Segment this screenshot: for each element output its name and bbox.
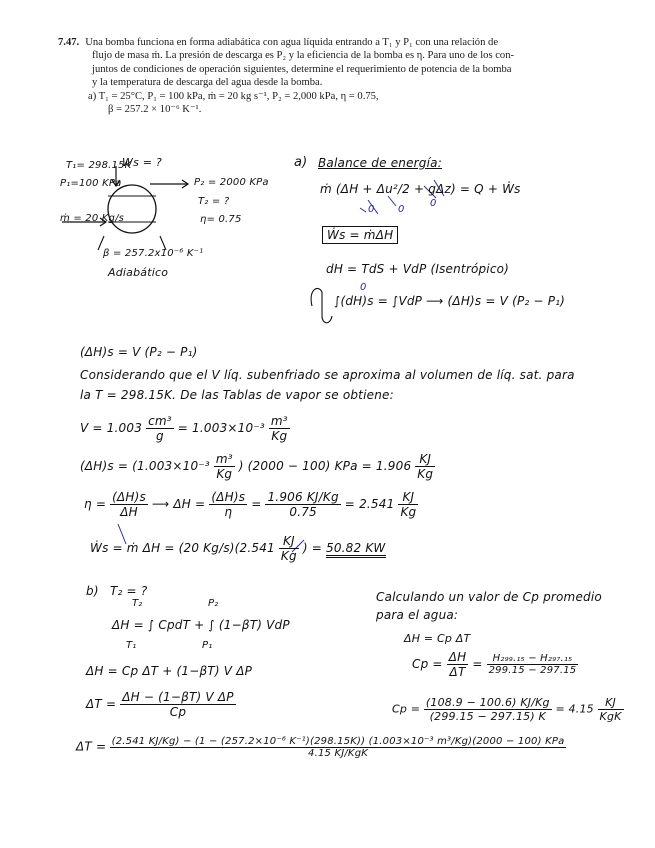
cp-title-1: Calculando un valor de Cp promedio: [376, 590, 602, 604]
pump-circle-icon: [108, 185, 156, 233]
volume-fraction-2: $\frac{\text{m³}}{Kg}$: [270, 414, 288, 443]
dt-formula: ΔT = $\frac{\text{ΔH − (1−βT) V ΔP}}{Cp}$: [86, 690, 234, 719]
zero-1: 0: [368, 204, 375, 215]
statement-line-2: flujo de masa ṁ. La presión de descarga es P₂ y la eficiencia de la bomba es η. Para uno de los con-: [92, 50, 515, 62]
integral-equation: ∫(dH)s = ∫VdP ⟶ (ΔH)s = V (P₂ − P₁): [334, 294, 566, 308]
case-a-line-1: a) T₁ = 25°C, P₁ = 100 kPa, ṁ = 20 kg s⁻¹, P₂ = 2,000 kPa, η = 0.75,: [88, 90, 379, 102]
final-dt-formula: ΔT = (2.541 KJ/Kg) − (1 − (257.2×10⁻⁶ K⁻¹)(298.15K)) (1.003×10⁻³ m³/Kg)(2000 − 100) KPa 4.15 KJ/KgK: [76, 736, 565, 759]
limit-p1: P₁: [202, 640, 213, 651]
dh-integral: ΔH = ∫ CpdT + ∫ (1−βT) VdP: [112, 618, 290, 632]
cp-formula: Cp = $\frac{\Delta H}{\Delta T}$ = $\frac{\text{H₂₉₉.₁₅ − H₂₉₇.₁₅}}{299.15 - 297.15}$: [412, 650, 577, 679]
boxed-power-equation: Ẇs = ṁΔH: [322, 226, 398, 244]
part-a-heading: Balance de energía:: [318, 156, 442, 170]
limit-p2: P₂: [208, 598, 219, 609]
diagram-p1: P₁=100 KPa: [60, 178, 122, 189]
power-result: 50.82 KW: [326, 541, 386, 558]
diagram-eta: η= 0.75: [200, 214, 242, 225]
cp-definition: ΔH = Cp ΔT: [404, 632, 471, 645]
diagram-mdot: ṁ = 20 Kg/s: [60, 213, 125, 224]
cp-title-2: para el agua:: [376, 608, 459, 622]
integral-sign-icon: [311, 288, 332, 322]
solution-line-2: Considerando que el V líq. subenfriado se aproxima al volumen de líq. sat. para: [80, 368, 575, 382]
statement-line-1: 7.47. Una bomba funciona en forma adiabática con agua líquida entrando a T₁ y P₁ con una relación de: [58, 37, 499, 48]
part-b-label: b): [86, 584, 99, 598]
problem-number: 7.47.: [58, 37, 80, 48]
diagram-t2: T₂ = ?: [198, 196, 230, 207]
dh-equation: dH = TdS + VdP (Isentrópico): [326, 262, 510, 276]
integral-zero: 0: [360, 282, 367, 293]
part-b-t2: T₂ = ?: [110, 584, 148, 598]
dh-linear: ΔH = Cp ΔT + (1−βT) V ΔP: [86, 664, 253, 678]
statement-line-4: y la temperatura de descarga del agua desde la bomba.: [92, 77, 323, 89]
volume-fraction-1: $\frac{\text{cm³}}{g}$: [148, 414, 172, 443]
part-a-label: a): [294, 155, 308, 170]
diagram-beta: β = 257.2x10⁻⁶ K⁻¹: [103, 248, 204, 259]
cp-calculation: Cp = $\frac{(108.9 - 100.6) KJ/Kg}{(299.15 - 297.15) K}$ = 4.15 $\frac{KJ}{\text{KgK}}$: [392, 696, 622, 723]
case-a-line-2: β = 257.2 × 10⁻⁶ K⁻¹.: [108, 104, 202, 116]
volume-line: V = 1.003 $\frac{\text{cm³}}{g}$ = 1.003×10⁻³ $\frac{\text{m³}}{Kg}$: [80, 414, 288, 443]
zero-2: 0: [398, 204, 405, 215]
dhs-line: (ΔH)s = (1.003×10⁻³ $\frac{\text{m³}}{Kg}$ ) (2000 − 100) KPa = 1.906 $\frac{KJ}{Kg}$: [80, 452, 434, 481]
limit-t1: T₁: [126, 640, 137, 651]
efficiency-line: η = $\frac{(\Delta H)s}{\Delta H}$ ⟶ ΔH = $\frac{(\Delta H)s}{\eta}$ = $\frac{1.906 KJ/Kg}{0.75}$ = 2.541 $\frac{KJ}{Kg}$: [84, 490, 417, 519]
power-line: Ẇs = ṁ ΔH = (20 Kg/s)(2.541 $\frac{KJ}{Kg}$ ) = 50.82 KW: [90, 534, 386, 563]
solution-line-3: la T = 298.15K. De las Tablas de vapor se obtiene:: [80, 388, 394, 402]
zero-3: 0: [430, 198, 437, 209]
solution-line-1: (ΔH)s = V (P₂ − P₁): [80, 345, 198, 359]
diagram-p2: P₂ = 2000 KPa: [194, 177, 269, 188]
limit-t2: T₂: [132, 598, 143, 609]
energy-balance: ṁ (ΔH + Δu²/2 + gΔz) = Q + Ẇs: [320, 182, 521, 196]
diagram-adiabatic: Adiabático: [108, 266, 169, 279]
diagram-ws: Ws = ?: [122, 156, 162, 169]
statement-line-3: juntos de condiciones de operación siguientes, determine el requerimiento de potencia de la bomba: [92, 63, 512, 75]
diagram-t1: T₁= 298.15K: [66, 160, 132, 171]
